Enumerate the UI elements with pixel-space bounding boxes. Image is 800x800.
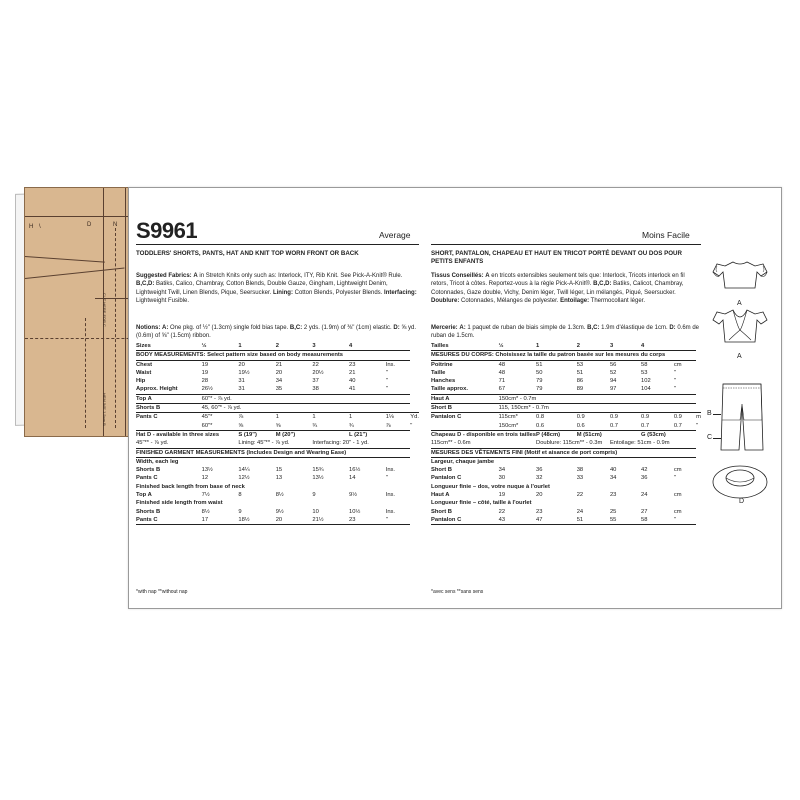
top-a-front-illustration xyxy=(711,258,769,298)
measurement-row xyxy=(431,508,701,516)
measurement-value: Ins. xyxy=(385,492,396,499)
measurement-row xyxy=(136,491,419,499)
yardage-value: 115, 150cm* - 0.7m xyxy=(499,404,697,413)
measurement-value: 25 xyxy=(609,508,617,515)
yardage-value: " xyxy=(410,422,413,429)
measurement-row xyxy=(136,360,419,369)
yardage-value: ⅝ xyxy=(275,422,281,429)
width-leg-heading: Width, each leg xyxy=(136,458,179,465)
yardage-row-pants-c xyxy=(136,422,419,431)
measurement-row xyxy=(431,385,701,394)
view-label-a1: A xyxy=(737,300,742,307)
bottom-rule xyxy=(136,525,410,527)
row-label: Top A xyxy=(136,394,202,403)
table-bottom-rule xyxy=(136,525,419,527)
row-label: Haut A xyxy=(431,394,499,403)
yardage-value: 1 xyxy=(312,413,349,422)
row-label: Hip xyxy=(136,378,146,385)
view-label-a2: A xyxy=(737,353,742,360)
measurement-value: 36 xyxy=(536,467,543,474)
side-length-heading: Finished side length from waist xyxy=(136,500,223,507)
size-value: ½ xyxy=(202,342,239,351)
fabrics-en: Suggested Fabrics: A in Stretch Knits only such as: Interlock, ITY, Rib Knit. See Pick-A-Knit® Rule. B,C,D: Batiks, Calico, Chambray, Cotton Blends, Double Gauze, Gingham, Lightweight Denim, Lightweight Twill, Linen Blends, Pique, Seersucker. Lining: Cotton Blends, Polyester Blends. Interfacing: Lightweight Fusible. xyxy=(136,273,417,304)
yardage-value: ⅞ xyxy=(238,413,275,422)
row-label: Short B xyxy=(431,508,452,515)
measurement-value: 23 xyxy=(349,361,356,368)
measurement-value: 14 xyxy=(349,475,356,482)
yardage-value: 0.7 xyxy=(673,422,682,429)
measurement-row xyxy=(136,466,419,474)
row-label: Hanches xyxy=(431,378,456,385)
measurement-value: 19½ xyxy=(238,369,250,376)
measurement-value: 58 xyxy=(641,516,648,523)
yardage-value: 0.9 xyxy=(610,413,641,422)
measurement-value: 41 xyxy=(349,386,356,393)
yardage-value: 1 xyxy=(276,413,313,422)
size-value: 1 xyxy=(238,342,275,351)
measurement-value: 34 xyxy=(609,475,617,482)
measurement-value: 47 xyxy=(536,516,543,523)
measurement-value: 20½ xyxy=(312,369,324,376)
row-label: Pantalon C xyxy=(431,413,499,422)
row-label xyxy=(136,422,202,431)
row-label: Chest xyxy=(136,361,153,368)
hat-yardage-row xyxy=(431,439,701,448)
measurement-value: 79 xyxy=(536,386,543,393)
measurement-value: 13½ xyxy=(201,467,213,474)
row-label: Pants C xyxy=(136,413,202,422)
sizes-row xyxy=(431,342,701,351)
measurement-value: cm xyxy=(673,508,682,515)
row-label: Taille xyxy=(431,369,446,376)
measurement-value: 23 xyxy=(609,492,617,499)
size-value: 2 xyxy=(577,342,610,351)
measurement-value: 55 xyxy=(609,516,617,523)
yardage-row-pants-c xyxy=(431,422,701,431)
measurement-value: 21 xyxy=(275,361,283,368)
finished-measurements-heading: MESURES DES VÊTEMENTS FINI (Motif et aisance de port compris) xyxy=(431,448,696,457)
measurement-value: 31 xyxy=(238,378,245,385)
size-value: 4 xyxy=(641,342,674,351)
measurement-value: 40 xyxy=(609,467,617,474)
measurement-value: 7½ xyxy=(201,492,210,499)
row-label: Short B xyxy=(431,467,452,474)
measurement-value: 38 xyxy=(312,386,319,393)
hat-size: G (53cm) xyxy=(641,430,696,439)
row-label: Shorts B xyxy=(136,404,202,413)
measurement-value: 12 xyxy=(201,475,209,482)
measurement-value: Ins. xyxy=(385,361,396,368)
measurement-value: 42 xyxy=(641,467,648,474)
measurement-value: 22 xyxy=(576,492,584,499)
measurement-value: 10 xyxy=(312,508,319,515)
yardage-value: 0.9 xyxy=(577,413,610,422)
yardage-value: ⅝ xyxy=(238,422,244,429)
measurement-value: " xyxy=(385,378,388,385)
measurement-value: 8½ xyxy=(201,508,210,515)
measurement-value: 15 xyxy=(275,467,283,474)
yardage-value: " xyxy=(696,422,699,429)
measurement-value: 35 xyxy=(275,386,283,393)
side-length-heading: Longueur finie – côté, taille à l'ourlet xyxy=(431,500,532,507)
measurement-value: 51 xyxy=(536,361,543,368)
row-label: Poitrine xyxy=(431,361,453,368)
measurement-value: 79 xyxy=(536,378,543,385)
hem-mark: HEM 5/8" 1.5cm B xyxy=(102,393,107,426)
measurement-value: 13 xyxy=(275,475,283,482)
back-length-heading xyxy=(431,483,701,491)
measurement-row xyxy=(136,516,419,525)
measurement-value: " xyxy=(673,369,676,376)
measurement-value: 37 xyxy=(312,378,319,385)
row-label: Approx. Height xyxy=(136,386,178,393)
hat-yardage: 45"** - ⅞ yd. xyxy=(136,440,169,447)
fabric-width: 115cm* xyxy=(499,413,536,422)
side-length-heading xyxy=(431,499,701,507)
measurement-value: 33 xyxy=(576,475,584,482)
yardage-value: 0.7 xyxy=(641,422,650,429)
size-value: 2 xyxy=(276,342,313,351)
yardage-value: Yd. xyxy=(410,414,419,421)
measurement-value: " xyxy=(673,378,676,385)
header-rule-fr xyxy=(431,244,701,245)
measurement-value: 102 xyxy=(641,378,651,385)
measurement-value: 86 xyxy=(576,378,584,385)
measurement-value: 53 xyxy=(641,369,648,376)
measurement-value: 94 xyxy=(609,378,617,385)
measurement-value: 67 xyxy=(498,386,506,393)
hat-d-illustration xyxy=(709,458,771,502)
width-leg-heading xyxy=(136,457,419,466)
measurement-value: 20 xyxy=(275,369,283,376)
measurement-value: 19 xyxy=(201,369,209,376)
row-label: Waist xyxy=(136,369,152,376)
measurement-value: 32 xyxy=(536,475,543,482)
measurement-value: 9½ xyxy=(275,508,284,515)
measurement-value: 15¾ xyxy=(312,467,324,474)
measurement-value: 24 xyxy=(641,492,648,499)
measurement-value: 10½ xyxy=(349,508,361,515)
measurement-value: 18½ xyxy=(238,516,250,523)
size-value xyxy=(674,342,696,351)
hat-d-row xyxy=(431,430,701,439)
measurement-value: " xyxy=(385,516,388,523)
sizes-row xyxy=(136,342,419,351)
row-label: Pantalon C xyxy=(431,475,462,482)
measurement-value: cm xyxy=(673,361,682,368)
measurement-row xyxy=(431,369,701,377)
view-label-b: B xyxy=(707,410,712,417)
measurement-row xyxy=(431,360,701,369)
measurement-value: 9 xyxy=(312,492,316,499)
yardage-value: m xyxy=(696,414,701,421)
measurement-value: " xyxy=(385,369,388,376)
side-length-heading xyxy=(136,499,419,507)
size-table-fr xyxy=(431,342,701,526)
view-label-d: D xyxy=(739,498,745,505)
measurement-value: 24 xyxy=(576,508,584,515)
measurement-value: 56 xyxy=(609,361,617,368)
row-label: Haut A xyxy=(431,492,450,499)
measurement-value: 14¼ xyxy=(238,467,250,474)
measurement-value: 8½ xyxy=(275,492,284,499)
size-value: ½ xyxy=(499,342,536,351)
yardage-value: 45, 60"* - ⅞ yd. xyxy=(202,404,411,413)
yardage-row-shorts-b xyxy=(136,404,419,413)
hat-yardage-row xyxy=(136,439,419,448)
body-measurements-heading: MESURES DU CORPS: Choisissez la taille du patron basée sur les mesures du corps xyxy=(431,351,696,360)
hat-size: M (20") xyxy=(276,430,349,439)
measurement-value: 34 xyxy=(498,467,506,474)
yardage-row-pants-c xyxy=(431,413,701,422)
yardage-value: 0.6 xyxy=(576,422,585,429)
measurement-value: " xyxy=(673,516,676,523)
measurement-value: 43 xyxy=(498,516,506,523)
fabric-width: 60"* xyxy=(201,422,213,429)
sizes-label: Tailles xyxy=(431,342,499,351)
measurement-value: 20 xyxy=(536,492,543,499)
fabric-width: 45"* xyxy=(202,413,239,422)
row-label: Pants C xyxy=(136,516,158,523)
measurement-value: Ins. xyxy=(385,467,396,474)
measurement-value: 20 xyxy=(275,516,283,523)
size-value: 1 xyxy=(536,342,577,351)
measurement-value: 36 xyxy=(641,475,648,482)
yardage-value: 60"* - ⅞ yd. xyxy=(202,394,411,403)
pattern-tissue: H \ D N CUT HERE FOR C HEM 5/8" 1.5cm B xyxy=(24,187,161,437)
difficulty-en: Average xyxy=(379,230,411,240)
row-label: Pants C xyxy=(136,475,158,482)
measurement-value: 21½ xyxy=(312,516,324,523)
row-label: Pantalon C xyxy=(431,516,462,523)
fabrics-fr: Tissus Conseillés: A en tricots extensibles seulement tels que: Interlock, Tricots interlock en fil retors, Tricot à côtes. Reportez-vous à la règle Pick-A-Knit®. B,C,D: Batiks, Calicot, Chambray, Cotonnades, Gaze double, Vichy, Denim léger, Twill léger, Lin mélangés, Piqué, Seersucker. Doublure: Cotonnades, Mélanges de polyester. Entoilage: Thermocollant léger. xyxy=(431,273,685,304)
measurement-value: 104 xyxy=(641,386,651,393)
sizes-label: Sizes xyxy=(136,342,202,351)
header-rule-en xyxy=(136,244,419,245)
row-label: Taille approx. xyxy=(431,386,468,393)
row-label xyxy=(431,422,499,431)
pattern-number: S9961 xyxy=(136,218,198,243)
width-leg-heading: Largeur, chaque jambe xyxy=(431,458,495,465)
measurement-value: 9½ xyxy=(349,492,358,499)
measurement-value: 50 xyxy=(536,369,543,376)
label-c-leader xyxy=(713,438,721,439)
hat-size: S (19") xyxy=(238,430,275,439)
yardage-value: 0.8 xyxy=(536,413,577,422)
measurement-value: 51 xyxy=(576,369,584,376)
measurement-value: 19 xyxy=(201,361,209,368)
row-label: Shorts B xyxy=(136,467,161,474)
difficulty-fr: Moins Facile xyxy=(642,230,690,240)
measurement-value: " xyxy=(673,475,676,482)
row-label: Short B xyxy=(431,404,499,413)
measurement-value: 9 xyxy=(238,508,242,515)
finished-measurements-heading: FINISHED GARMENT MEASUREMENTS (Includes Design and Wearing Ease) xyxy=(136,448,410,457)
measurement-row xyxy=(136,474,419,482)
fabric-width: 150cm* xyxy=(498,422,519,429)
hat-d-row xyxy=(136,430,419,439)
measurement-value: 19 xyxy=(498,492,506,499)
hat-size: P (48cm) xyxy=(536,430,577,439)
measurement-value: 26½ xyxy=(201,386,213,393)
measurement-value: 40 xyxy=(349,378,356,385)
measurement-value: 22 xyxy=(312,361,319,368)
yardage-value: 0.9 xyxy=(674,413,696,422)
measurement-value: 38 xyxy=(576,467,584,474)
measurement-row xyxy=(136,385,419,394)
pattern-title-fr: SHORT, PANTALON, CHAPEAU ET HAUT EN TRICOT PORTÉ DEVANT OU DOS POUR PETITS ENFANTS xyxy=(431,250,682,265)
measurement-value: 53 xyxy=(576,361,584,368)
measurement-row xyxy=(136,377,419,385)
measurement-row xyxy=(431,474,701,482)
label-b-leader xyxy=(713,414,721,415)
measurement-value: " xyxy=(385,475,388,482)
yardage-row-top-a xyxy=(136,394,419,403)
finished-measurements-heading xyxy=(431,448,701,457)
measurement-value: 52 xyxy=(609,369,617,376)
measurement-value: 71 xyxy=(498,378,506,385)
notions-fr: Mercerie: A: 1 paquet de ruban de biais simple de 1.3cm. B,C: 1.9m d'élastique de 1cm. D: 0.6m de ruban de 1.5cm. xyxy=(431,325,700,340)
measurement-row xyxy=(431,516,701,525)
yardage-row-top-a xyxy=(431,394,701,403)
measurement-value: " xyxy=(385,386,388,393)
measurement-value: 23 xyxy=(536,508,543,515)
yardage-value: 150cm* - 0.7m xyxy=(499,394,697,403)
measurement-value: 48 xyxy=(498,369,506,376)
yardage-value: 0.6 xyxy=(536,422,545,429)
hat-d-heading: Hat D - available in three sizes xyxy=(136,430,238,439)
measurement-value: 27 xyxy=(641,508,648,515)
back-length-heading: Finished back length from base of neck xyxy=(136,483,245,490)
measurement-value: 97 xyxy=(609,386,617,393)
notions-en: Notions: A: One pkg. of ½" (1.3cm) single fold bias tape. B,C: 2 yds. (1.9m) of ⅜" (1cm) elastic. D: ⅝ yd. (0.6m) of ⅝" (1.5cm) ribbon. xyxy=(136,325,417,340)
measurement-row xyxy=(431,491,701,499)
hat-yardage: 115cm** - 0.6m xyxy=(431,440,471,447)
hat-d-heading: Chapeau D - disponible en trois tailles xyxy=(431,431,537,438)
measurement-value: Ins. xyxy=(385,508,396,515)
measurement-value: 20 xyxy=(238,361,245,368)
hat-interfacing: Entoilage: 51cm - 0.9m xyxy=(609,440,670,447)
measurement-value: cm xyxy=(673,467,682,474)
pattern-title-en: TODDLERS' SHORTS, PANTS, HAT AND KNIT TOP WORN FRONT OR BACK xyxy=(136,250,359,257)
back-length-heading xyxy=(136,483,419,491)
body-measurements-heading xyxy=(431,351,701,360)
row-label: Top A xyxy=(136,492,152,499)
bottom-rule xyxy=(431,525,696,527)
top-a-twist-illustration xyxy=(711,306,769,352)
yardage-value: ¾ xyxy=(312,422,318,429)
yardage-value: 1⅛ xyxy=(386,413,411,422)
yardage-value: 0.7 xyxy=(609,422,618,429)
size-value: 3 xyxy=(610,342,641,351)
yardage-value: ⅞ xyxy=(385,422,391,429)
measurement-value: 16½ xyxy=(349,467,361,474)
measurement-value: 12½ xyxy=(238,475,250,482)
table-bottom-rule xyxy=(431,525,701,527)
measurement-row xyxy=(431,377,701,385)
measurement-value: 89 xyxy=(576,386,584,393)
measurement-value: 13½ xyxy=(312,475,324,482)
envelope-sheet xyxy=(128,187,782,609)
measurement-value: 22 xyxy=(498,508,506,515)
measurement-value: 30 xyxy=(498,475,506,482)
hat-interfacing: Interfacing: 20" - 1 yd. xyxy=(312,440,369,447)
body-measurements-heading xyxy=(136,351,419,360)
view-label-c: C xyxy=(707,434,713,441)
yardage-value: ¾ xyxy=(349,422,354,429)
measurement-value: " xyxy=(673,386,676,393)
measurement-row xyxy=(136,369,419,377)
measurement-value: 28 xyxy=(201,378,209,385)
hat-lining: Lining: 45"** - ⅞ yd. xyxy=(238,440,290,447)
measurement-value: 17 xyxy=(201,516,209,523)
measurement-value: 48 xyxy=(498,361,506,368)
size-value: 3 xyxy=(312,342,349,351)
hat-size: L (21") xyxy=(349,430,410,439)
hat-size: M (51cm) xyxy=(577,430,641,439)
yardage-value: 0.9 xyxy=(641,413,674,422)
yardage-row-shorts-b xyxy=(431,404,701,413)
row-label: Shorts B xyxy=(136,508,161,515)
measurement-row xyxy=(136,508,419,516)
measurement-value: 8 xyxy=(238,492,242,499)
hat-lining: Doublure: 115cm** - 0.3m xyxy=(536,440,603,447)
finished-measurements-heading xyxy=(136,448,419,457)
yardage-value: 1 xyxy=(349,413,386,422)
cut-here-mark: CUT HERE FOR C xyxy=(102,293,107,327)
measurement-row xyxy=(431,466,701,474)
measurement-value: 21 xyxy=(349,369,356,376)
yardage-row-pants-c xyxy=(136,413,419,422)
measurement-value: 23 xyxy=(349,516,356,523)
width-leg-heading xyxy=(431,457,701,466)
pants-c-illustration xyxy=(717,380,767,452)
body-measurements-heading: BODY MEASUREMENTS: Select pattern size based on body measurements xyxy=(136,351,410,360)
measurement-value: 51 xyxy=(576,516,584,523)
footnote-fr: *avec sens **sans sens xyxy=(431,589,484,595)
footnote-en: *with nap **without nap xyxy=(136,589,188,595)
size-value xyxy=(386,342,411,351)
measurement-value: cm xyxy=(673,492,682,499)
measurement-value: 31 xyxy=(238,386,245,393)
measurement-value: 58 xyxy=(641,361,648,368)
size-value: 4 xyxy=(349,342,386,351)
size-table-en xyxy=(136,342,419,526)
back-length-heading: Longueur finie – dos, votre nuque à l'ourlet xyxy=(431,483,550,490)
measurement-value: 34 xyxy=(275,378,283,385)
